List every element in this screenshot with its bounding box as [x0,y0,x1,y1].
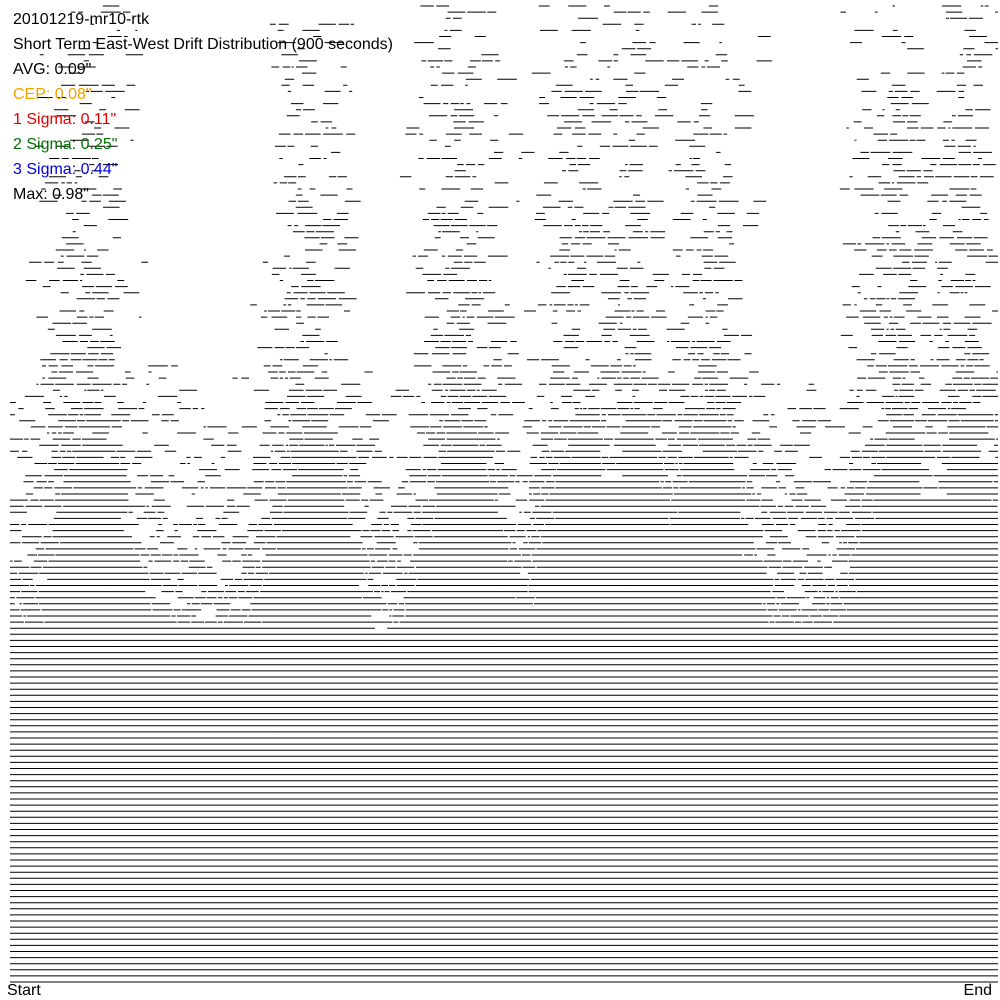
stat-2-sigma: 2 Sigma: 0.25" [13,136,118,153]
chart-title: 20101219-mr10-rtk [13,11,150,28]
stat-max: Max: 0.98" [13,186,89,203]
drift-trace-line [10,6,998,976]
x-axis-start-label: Start [7,982,41,999]
stat-avg: AVG: 0.09" [13,61,92,78]
chart-subtitle: Short Term East-West Drift Distribution (900 seconds) [13,36,393,53]
stat-3-sigma: 3 Sigma: 0.44" [13,161,118,178]
stat-1-sigma: 1 Sigma: 0.11" [13,111,117,128]
drift-trace-series [10,6,998,976]
stat-cep: CEP: 0.08" [13,86,92,103]
x-axis-end-label: End [963,982,992,999]
